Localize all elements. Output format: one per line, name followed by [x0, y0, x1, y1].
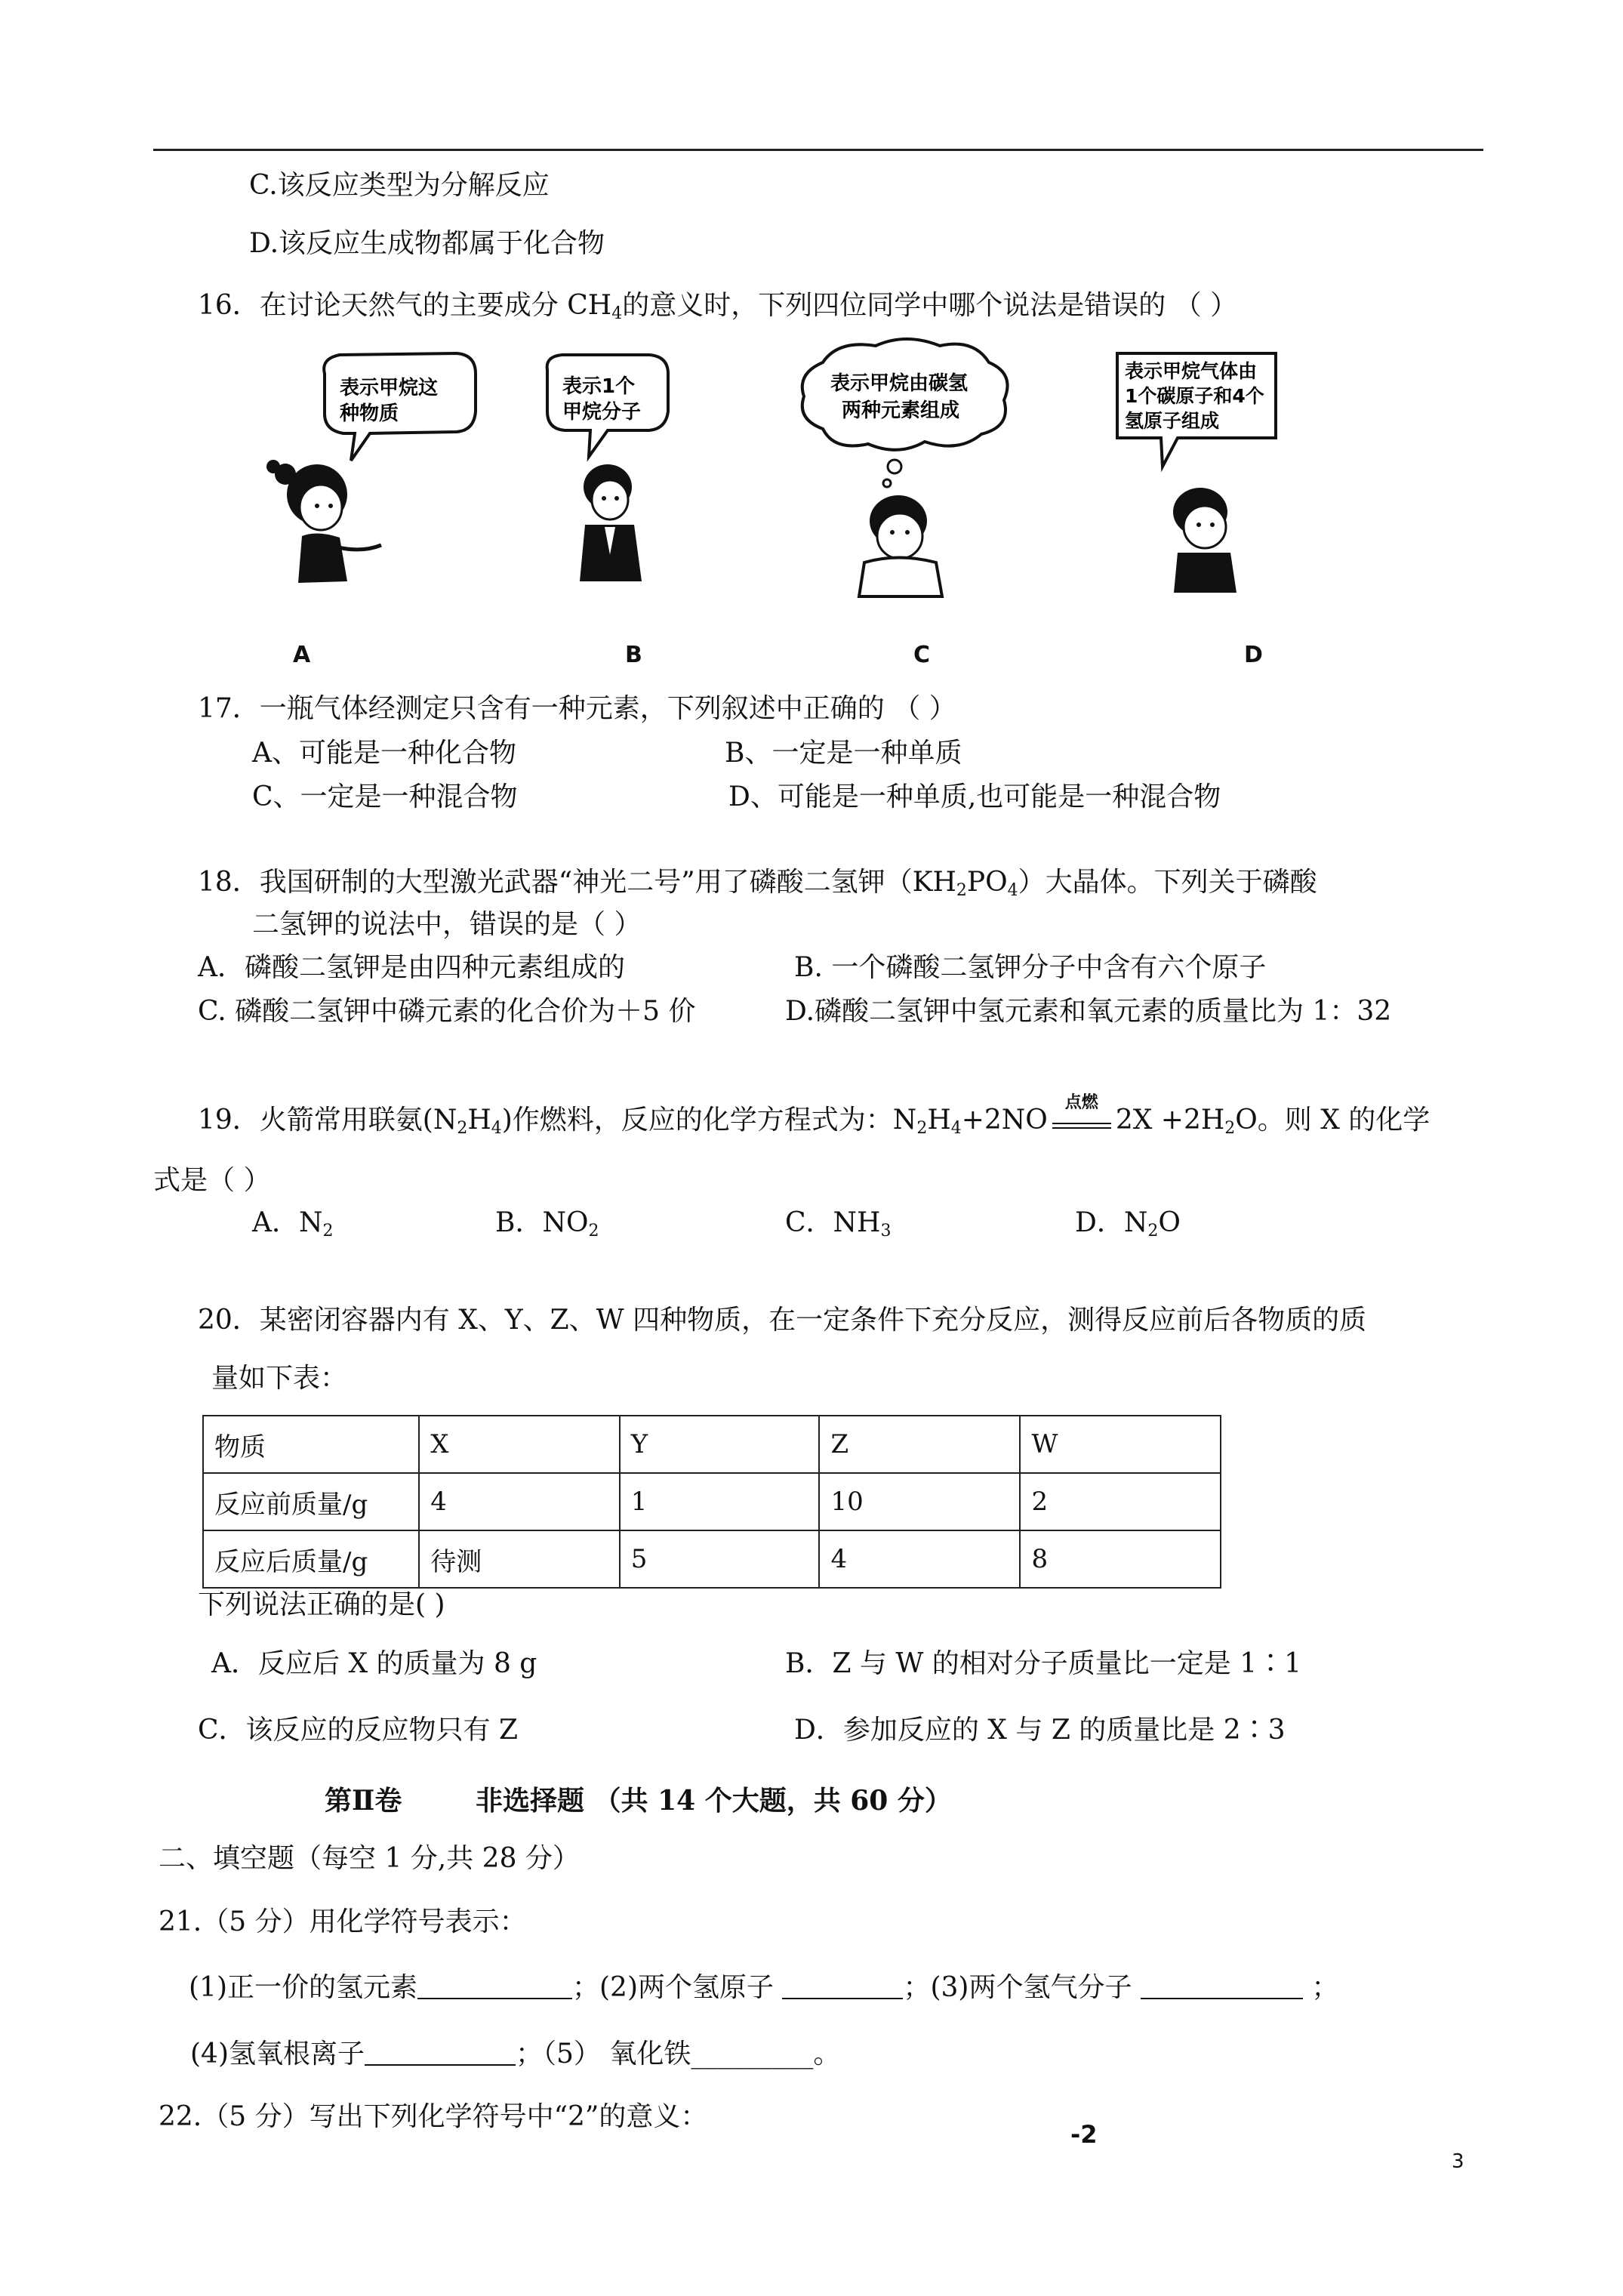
- table-cell: 8: [1020, 1530, 1221, 1588]
- table-cell: 1: [620, 1473, 820, 1530]
- table-cell: X: [419, 1416, 619, 1473]
- figure-label-d: D: [1244, 642, 1263, 668]
- q19-option-c: C．$NH_3$: [785, 1207, 892, 1240]
- q19-stem-line1: 19．火箭常用联氨$(N_2H_4)$作燃料，反应的化学方程式为：$N_2H_4+2NO$ 点燃 $2X +2H_2O$。则 X 的化学: [198, 1093, 1431, 1138]
- q18-option-c: C. 磷酸二氢钾中磷元素的化合价为＋5 价: [198, 996, 696, 1027]
- q17-option-c: C、一定是一种混合物: [252, 781, 518, 812]
- table-cell: 待测: [419, 1530, 619, 1588]
- svg-text:种物质: 种物质: [340, 402, 399, 425]
- table-cell: 物质: [203, 1416, 419, 1473]
- fill-in-heading: 二、填空题（每空 1 分,共 28 分）: [159, 1843, 580, 1874]
- q19-stem-line2: 式是（ ）: [153, 1165, 271, 1196]
- q20-stem-line2: 量如下表：: [211, 1363, 348, 1394]
- figure-label-b: B: [625, 642, 642, 668]
- q22-stem: 22.（5 分）写出下列化学符号中“2”的意义：: [159, 2101, 708, 2132]
- section-title: 非选择题 （共 14 个大题，共 60 分）: [476, 1785, 952, 1817]
- speech-bubble-b: [547, 355, 668, 457]
- figure-label-a: A: [293, 642, 311, 668]
- table-header-row: [203, 1416, 1221, 1473]
- page-number: 3: [1452, 2150, 1464, 2173]
- answer-blank-4[interactable]: [365, 2037, 516, 2066]
- svg-text:两种元素组成: 两种元素组成: [842, 399, 960, 422]
- reaction-condition: 点燃: [1052, 1106, 1111, 1129]
- q20-option-c: C．该反应的反应物只有 Z: [198, 1715, 519, 1746]
- svg-text:表示1个: 表示1个: [562, 375, 636, 398]
- speech-bubble-d: [1117, 353, 1276, 467]
- table-row: [203, 1530, 1221, 1588]
- q19-option-a: A．$N_2$: [252, 1207, 334, 1240]
- q17-option-a: A、可能是一种化合物: [252, 738, 516, 769]
- table-cell: Y: [620, 1416, 820, 1473]
- q20-option-b: B．Z 与 W 的相对分子质量比一定是 1∶1: [785, 1648, 1302, 1679]
- q21-line2: (4)氢氧根离子 ；（5） 氧化铁_________。: [190, 2039, 841, 2069]
- student-c-figure: [859, 495, 942, 596]
- answer-blank-2[interactable]: [782, 1971, 903, 1999]
- thought-bubble-c: [802, 339, 1008, 487]
- q20-option-d: D．参加反应的 X 与 Z 的质量比是 2∶3: [794, 1715, 1286, 1746]
- mass-table: [202, 1415, 1221, 1589]
- q21-stem: 21.（5 分）用化学符号表示：: [159, 1906, 527, 1937]
- q19-option-b: B．$NO_2$: [495, 1207, 599, 1240]
- table-row: [203, 1473, 1221, 1530]
- q15-option-c: C.该反应类型为分解反应: [249, 170, 550, 201]
- student-b-figure: [580, 464, 642, 581]
- header-rule: [153, 149, 1483, 151]
- figure-label-c: C: [913, 642, 931, 668]
- svg-text:氢原子组成: 氢原子组成: [1125, 410, 1220, 432]
- table-cell: W: [1020, 1416, 1221, 1473]
- answer-blank-1[interactable]: [417, 1971, 572, 1999]
- table-cell: 4: [819, 1530, 1020, 1588]
- q18-option-d: D.磷酸二氢钾中氢元素和氧元素的质量比为 1：32: [785, 996, 1392, 1027]
- svg-text:甲烷分子: 甲烷分子: [562, 401, 642, 424]
- table-cell: 2: [1020, 1473, 1221, 1530]
- q19-option-d: D．$N_2O$: [1075, 1207, 1181, 1240]
- table-cell: 反应后质量/g: [203, 1530, 419, 1588]
- q21-line1: (1)正一价的氢元素 ；(2)两个氢原子 ；(3)两个氢气分子 ；: [189, 1972, 1339, 2003]
- table-cell: Z: [819, 1416, 1020, 1473]
- q18-option-b: B. 一个磷酸二氢钾分子中含有六个原子: [794, 952, 1267, 983]
- q15-option-d: D.该反应生成物都属于化合物: [249, 228, 605, 259]
- q20-prompt: 下列说法正确的是( ): [198, 1589, 445, 1620]
- answer-blank-3[interactable]: [1141, 1971, 1303, 1999]
- q16-stem: 16．在讨论天然气的主要成分 $CH_4$的意义时，下列四位同学中哪个说法是错误的 （ ）: [198, 290, 1238, 323]
- svg-text:表示甲烷气体由: 表示甲烷气体由: [1125, 360, 1258, 382]
- q18-stem-line2: 二氢钾的说法中，错误的是（ ）: [252, 909, 642, 940]
- table-cell: 10: [819, 1473, 1020, 1530]
- q18-stem-line1: 18．我国研制的大型激光武器“神光二号”用了磷酸二氢钾$(KH_2PO_4)$大晶体。下列关于磷酸: [198, 867, 1317, 900]
- q17-option-d: D、可能是一种单质,也可能是一种混合物: [728, 781, 1221, 812]
- student-d-figure: [1173, 488, 1236, 593]
- svg-text:表示甲烷这: 表示甲烷这: [340, 377, 439, 399]
- svg-text:1个碳原子和4个: 1个碳原子和4个: [1125, 385, 1264, 407]
- q18-option-a: A．磷酸二氢钾是由四种元素组成的: [198, 952, 625, 983]
- q20-stem-line1: 20．某密闭容器内有 X、Y、Z、W 四种物质，在一定条件下充分反应，测得反应前后各物质的质: [198, 1305, 1367, 1336]
- table-cell: 5: [620, 1530, 820, 1588]
- section-part: 第Ⅱ卷: [325, 1785, 402, 1817]
- q16-illustration: [196, 332, 1344, 649]
- svg-text:表示甲烷由碳氢: 表示甲烷由碳氢: [830, 372, 969, 395]
- speech-bubble-a: [324, 353, 476, 461]
- footer-center-number: -2: [1070, 2120, 1098, 2149]
- q20-option-a: A．反应后 X 的质量为 8 g: [211, 1648, 537, 1679]
- table-cell: 4: [419, 1473, 619, 1530]
- q17-stem: 17．一瓶气体经测定只含有一种元素，下列叙述中正确的 （ ）: [198, 693, 956, 724]
- q17-option-b: B、一定是一种单质: [725, 738, 962, 769]
- student-a-figure: [266, 460, 381, 583]
- table-cell: 反应前质量/g: [203, 1473, 419, 1530]
